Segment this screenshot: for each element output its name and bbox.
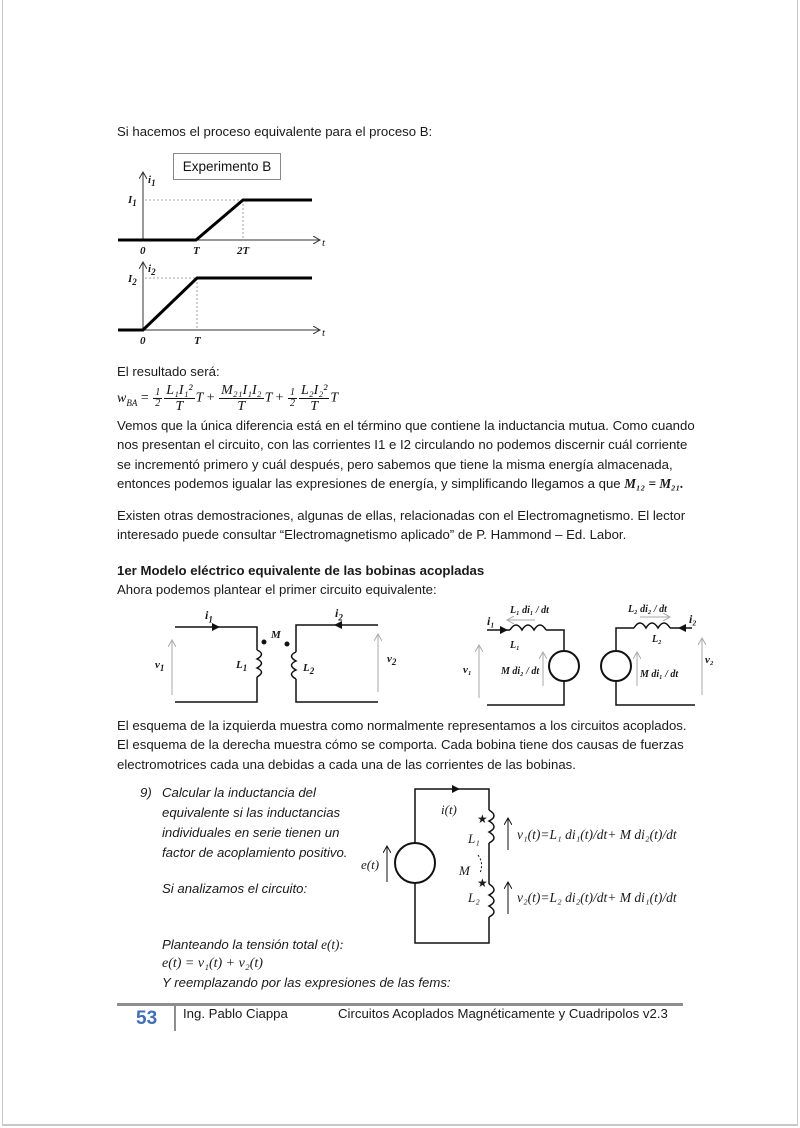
paragraph-other-demos: Existen otras demostraciones, algunas de ellas, relacionadas con el Electromagnetismo. El lector interesado puede consultar “Electromagnetismo aplicado” de P. Hammond – Ed. Labor. [117,508,686,543]
problem-number: 9) [140,785,152,800]
right-L2-label: L₂ [652,634,662,645]
right-i1-label: i₁ [487,614,495,628]
right-i2-label: i₂ [689,612,697,626]
right-v1-label: v₁ [463,664,472,676]
graph1-y-label: $i_1$ [148,174,156,189]
series-L1-label: L₁ [468,831,480,846]
graph2-y-label: $i_2$ [148,263,156,278]
star-icon-L1: ★ [477,812,488,826]
series-current-label: i(t) [441,802,457,817]
footer-divider [174,1005,176,1031]
footer-title: Circuitos Acoplados Magnéticamente y Cuadripolos v2.3 [338,1006,668,1021]
sum-equation: e(t) = v₁(t) + v₂(t) [162,956,263,971]
right-v2-label: v₂ [705,654,714,666]
problem-analysis: Si analizamos el circuito: [162,881,308,896]
right-M-source1-label: M di₂ / dt [501,666,540,677]
right-M-source2-label: M di₁ / dt [640,669,679,680]
graph1-tick-0: 0 [140,245,146,257]
experiment-b-label: Experimento B [173,153,281,180]
graph2-level-label: $I_2$ [128,273,137,288]
section-intro: Ahora podemos plantear el primer circuito equivalente: [117,582,437,597]
page-number: 53 [136,1008,158,1029]
graph1-level-label: $I_1$ [128,194,137,209]
eq-lhs: $w_{BA}$ [117,390,138,408]
replace-label: Y reemplazando por las expresiones de las fems: [162,975,451,990]
series-v1-expression: v₁(t)=L₁ di₁(t)/dt+ M di₂(t)/dt [517,827,677,842]
left-v2-label: $v_2$ [387,653,397,668]
graph2-x-label: t [322,327,326,339]
section-heading: 1er Modelo eléctrico equivalente de las bobinas acopladas [117,563,485,578]
left-i1-label: $i_1$ [205,608,213,625]
equivalent-circuit-diagram [455,595,725,710]
left-i2-label: $i_2$ [335,606,343,623]
right-L1-label: L₁ [510,640,520,651]
graph1-tick-2T: 2T [237,245,250,257]
intro-text: Si hacemos el proceso equivalente para el proceso B: [117,124,433,139]
energy-equation: $w_{BA}$ = $\frac{1}{2}$ $\frac{\text{L₁I₁²}}{T}$ T + $\frac{\text{M₂₁I₁I₂}}{T}$ T + $\frac{1}{2}$ $\frac{\text{L₂I₂²}}{T}$ T [117,383,339,414]
paragraph-schemes: El esquema de la izquierda muestra como normalmente representamos a los circuitos acoplados. El esquema de la derecha muestra cómo se comporta. Cada bobina tiene dos causas de fuerzas electromotrices cada una debidas a cada una de las corrientes de las bobinas. [117,718,687,772]
tension-label: Planteando la tensión total e(t): [162,937,344,952]
problem-line-1: Calcular la inductancia del [162,785,316,800]
graph1-tick-T: T [193,245,200,257]
series-M-label: M [459,863,470,878]
graph1-x-label: t [322,237,326,249]
series-coupled-circuit [355,780,695,950]
problem-line-4: factor de acoplamiento positivo. [162,845,348,860]
left-L1-label: $L_1$ [236,659,248,674]
result-label: El resultado será: [117,364,220,379]
series-L2-label: L₂ [468,890,480,905]
series-source-label: e(t) [361,857,380,872]
star-icon-L2: ★ [477,876,488,890]
left-L2-label: $L_2$ [303,662,315,677]
coupled-circuit-diagram [150,600,420,710]
right-L2-drop-label: L₂ di₂ / dt [628,604,667,615]
graph2-tick-0: 0 [140,335,146,347]
right-L1-drop-label: L₁ di₁ / dt [510,605,549,616]
graph2-tick-T: T [194,335,201,347]
left-v1-label: $v_1$ [155,659,165,674]
left-M-label: M [271,629,281,641]
footer-author: Ing. Pablo Ciappa [183,1006,288,1021]
series-v2-expression: v₂(t)=L₂ di₂(t)/dt+ M di₁(t)/dt [517,890,677,905]
problem-line-2: equivalente si las inductancias [162,805,341,820]
paragraph-mutual-inductance: Vemos que la única diferencia está en el término que contiene la inductancia mutua. Como cuando nos presentan el circuito, con las corrientes I1 e I2 circulando no podemos discernir cuál corriente se incrementó primero y cuál después, pero sabemos que tiene la misma energía almacenada, entonces podemos igualar las expresiones de energía, y simplificando llegamos a que M₁₂ = M₂₁. [117,418,695,491]
problem-line-3: individuales en serie tienen un [162,825,340,840]
